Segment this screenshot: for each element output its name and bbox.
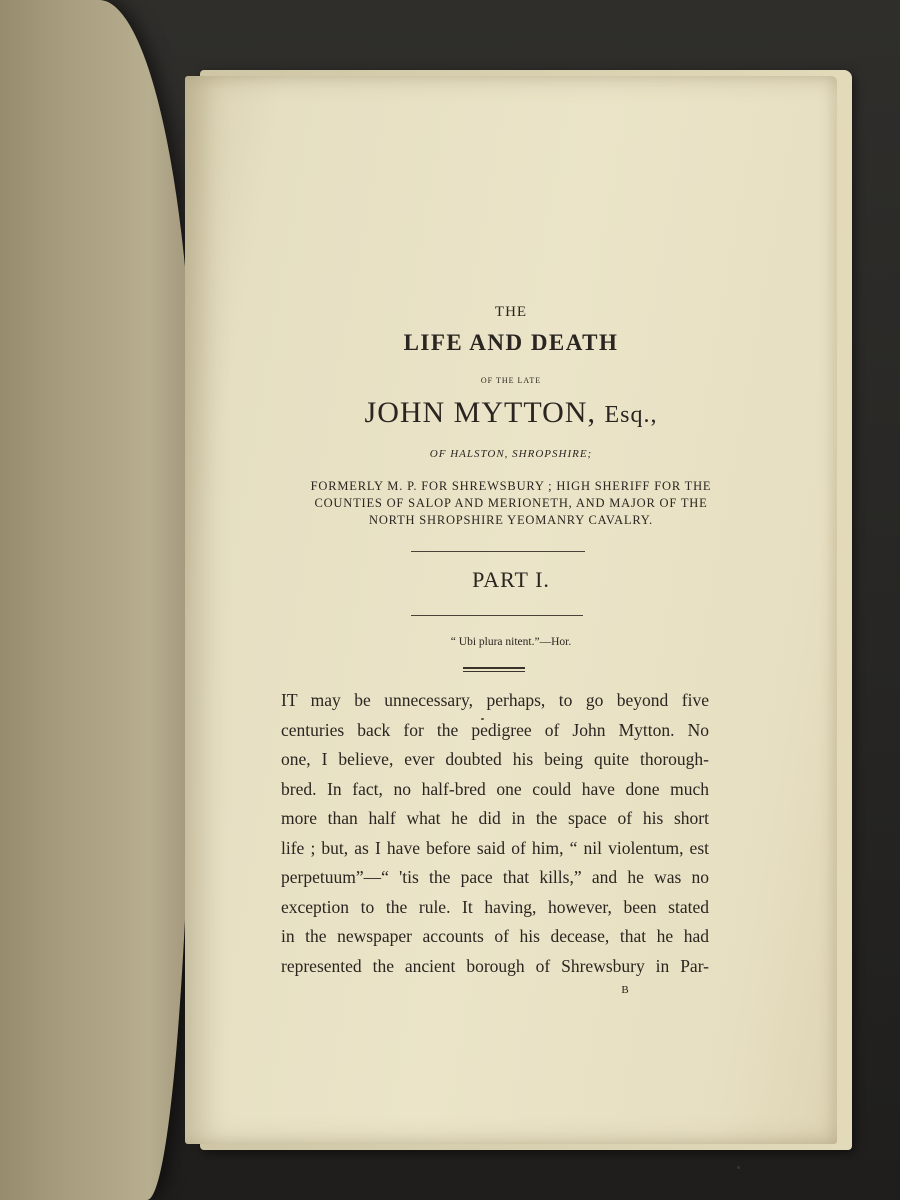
right-page xyxy=(185,76,837,1144)
paper-speck xyxy=(737,1166,740,1169)
paper-speck xyxy=(481,718,484,720)
title-of-halston: OF HALSTON, SHROPSHIRE; xyxy=(429,448,593,460)
title-life-and-death: LIFE AND DEATH xyxy=(403,330,619,355)
formerly-line: FORMERLY M. P. FOR SHREWSBURY ; HIGH SHERIFF FOR THE xyxy=(310,479,712,493)
body-line: life ; but, as I have before said of him, “ nil violentum, est xyxy=(281,837,709,858)
body-line: in the newspaper accounts of his decease, that he had xyxy=(281,926,709,946)
title-name-text: JOHN MYTTON, xyxy=(364,396,596,429)
double-rule xyxy=(463,667,525,672)
formerly-line: COUNTIES OF SALOP AND MERIONETH, AND MAJOR OF THE xyxy=(314,496,708,510)
title-name xyxy=(185,396,837,430)
motto: “ Ubi plura nitent.”—Hor. xyxy=(450,636,572,648)
title-formerly xyxy=(185,478,837,529)
body-line: IT may be unnecessary, perhaps, to go beyond five xyxy=(281,690,709,710)
left-page xyxy=(0,0,195,1200)
body-line: exception to the rule. It having, however, been stated xyxy=(281,896,709,917)
body-line: bred. In fact, no half-bred one could have done much xyxy=(281,778,709,799)
body-line: represented the ancient borough of Shrewsbury in Par- xyxy=(281,955,709,976)
title-of-the-late: OF THE LATE xyxy=(480,376,542,385)
divider-rule xyxy=(411,615,583,616)
divider-rule xyxy=(411,551,585,552)
signature-mark: B xyxy=(621,984,629,996)
title-the: THE xyxy=(494,304,528,320)
body-line: more than half what he did in the space of his short xyxy=(281,808,709,828)
body-line: perpetuum”—“ 'tis the pace that kills,” and he was no xyxy=(281,867,709,887)
body-line: one, I believe, ever doubted his being quite thorough- xyxy=(281,749,709,769)
title-esq: Esq., xyxy=(604,402,658,428)
body-text xyxy=(281,686,709,981)
part-heading: PART I. xyxy=(472,567,550,592)
formerly-line: NORTH SHROPSHIRE YEOMANRY CAVALRY. xyxy=(369,513,653,527)
body-line: centuries back for the pedigree of John Mytton. No xyxy=(281,719,709,740)
